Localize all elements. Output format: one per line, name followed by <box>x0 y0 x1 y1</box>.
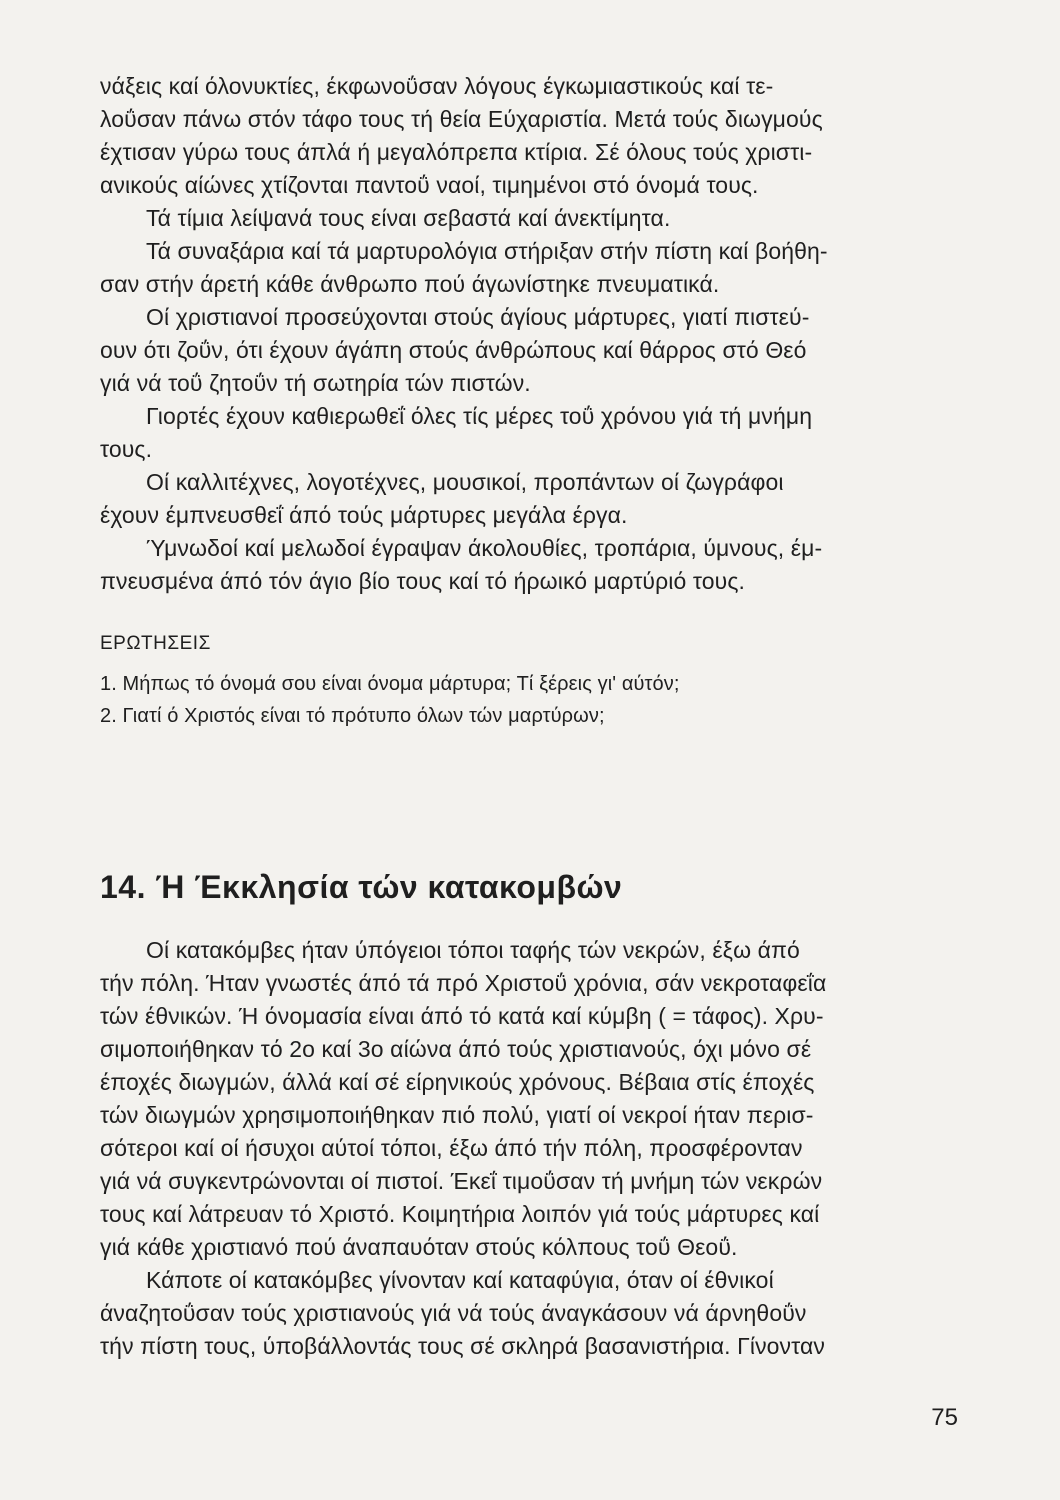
paragraph-line: Γιορτές έχουν καθιερωθεΐ όλες τίς μέρες τοΰ χρόνου γιά τή μνήμη <box>146 403 813 429</box>
paragraph-line: γιά κάθε χριστιανό πού άναπαυόταν στούς κόλπους τοΰ Θεοΰ. <box>100 1234 738 1260</box>
paragraph-line: άναζητοΰσαν τούς χριστιανούς γιά νά τούς άναγκάσουν νά άρνηθοΰν <box>100 1300 807 1326</box>
paragraph-line: πνευσμένα άπό τόν άγιο βίο τους καί τό ήρωικό μαρτύριό τους. <box>100 568 745 594</box>
paragraph-line: έχουν έμπνευσθεΐ άπό τούς μάρτυρες μεγάλα έργα. <box>100 502 628 528</box>
paragraph-line: Οί καλλιτέχνες, λογοτέχνες, μουσικοί, προπάντων οί ζωγράφοι <box>146 469 784 495</box>
paragraph-line: έποχές διωγμών, άλλά καί σέ είρηνικούς χρόνους. Βέβαια στίς έποχές <box>100 1069 815 1095</box>
paragraph-line: σαν στήν άρετή κάθε άνθρωπο πού άγωνίστηκε πνευματικά. <box>100 271 720 297</box>
paragraph-line: τους καί λάτρευαν τό Χριστό. Κοιμητήρια λοιπόν γιά τούς μάρτυρες καί <box>100 1201 820 1227</box>
paragraph-line: ουν ότι ζοΰν, ότι έχουν άγάπη στούς άνθρώπους καί θάρρος στό Θεό <box>100 337 807 363</box>
paragraph-line: τους. <box>100 436 153 462</box>
paragraph-line: Οί χριστιανοί προσεύχονται στούς άγίους μάρτυρες, γιατί πιστεύ- <box>146 304 810 330</box>
paragraph-line: τήν πόλη. Ήταν γνωστές άπό τά πρό Χριστοΰ χρόνια, σάν νεκροταφεΐα <box>100 970 827 996</box>
question-item: 2. Γιατί ό Χριστός είναι τό πρότυπο όλων τών μαρτύρων; <box>100 705 605 727</box>
page-number: 75 <box>931 1404 958 1431</box>
paragraph-line: σότεροι καί οί ήσυχοι αύτοί τόποι, έξω άπό τήν πόλη, προσφέρονταν <box>100 1135 803 1161</box>
paragraph-line: τών έθνικών. Ή όνομασία είναι άπό τό κατά καί κύμβη ( = τάφος). Χρυ- <box>100 1003 824 1029</box>
paragraph-line: τών διωγμών χρησιμοποιήθηκαν πιό πολύ, γιατί οί νεκροί ήταν περισ- <box>100 1102 814 1128</box>
questions-heading: ΕΡΩΤΗΣΕΙΣ <box>100 633 211 654</box>
paragraph-line: έχτισαν γύρω τους άπλά ή μεγαλόπρεπα κτίρια. Σέ όλους τούς χριστι- <box>100 139 813 165</box>
question-item: 1. Μήπως τό όνομά σου είναι όνομα μάρτυρα; Τί ξέρεις γι' αύτόν; <box>100 673 680 695</box>
paragraph-line: νάξεις καί όλονυκτίες, έκφωνοΰσαν λόγους έγκωμιαστικούς καί τε- <box>100 73 774 99</box>
chapter-title: 14. Ή Έκκλησία τών κατακομβών <box>100 869 623 905</box>
paragraph-line: τήν πίστη τους, ύποβάλλοντάς τους σέ σκληρά βασανιστήρια. Γίνονταν <box>100 1333 826 1359</box>
paragraph-line: Τά τίμια λείψανά τους είναι σεβαστά καί άνεκτίμητα. <box>146 205 671 231</box>
paragraph-line: Ύμνωδοί καί μελωδοί έγραψαν άκολουθίες, τροπάρια, ύμνους, έμ- <box>146 535 823 561</box>
paragraph-line: ανικούς αίώνες χτίζονται παντοΰ ναοί, τιμημένοι στό όνομά τους. <box>100 172 759 198</box>
paragraph-line: λοΰσαν πάνω στόν τάφο τους τή θεία Εύχαριστία. Μετά τούς διωγμούς <box>100 106 823 132</box>
paragraph-line: Τά συναξάρια καί τά μαρτυρολόγια στήριξαν στήν πίστη καί βοήθη- <box>146 238 828 264</box>
paragraph-line: γιά νά τοΰ ζητοΰν τή σωτηρία τών πιστών. <box>100 370 531 396</box>
paragraph-line: Οί κατακόμβες ήταν ύπόγειοι τόποι ταφής τών νεκρών, έξω άπό <box>146 937 800 963</box>
paragraph-line: σιμοποιήθηκαν τό 2ο καί 3ο αίώνα άπό τούς χριστιανούς, όχι μόνο σέ <box>100 1036 812 1062</box>
paragraph-line: Κάποτε οί κατακόμβες γίνονταν καί καταφύγια, όταν οί έθνικοί <box>146 1267 774 1293</box>
paragraph-line: γιά νά συγκεντρώνονται οί πιστοί. Έκεΐ τιμοΰσαν τή μνήμη τών νεκρών <box>100 1168 823 1194</box>
